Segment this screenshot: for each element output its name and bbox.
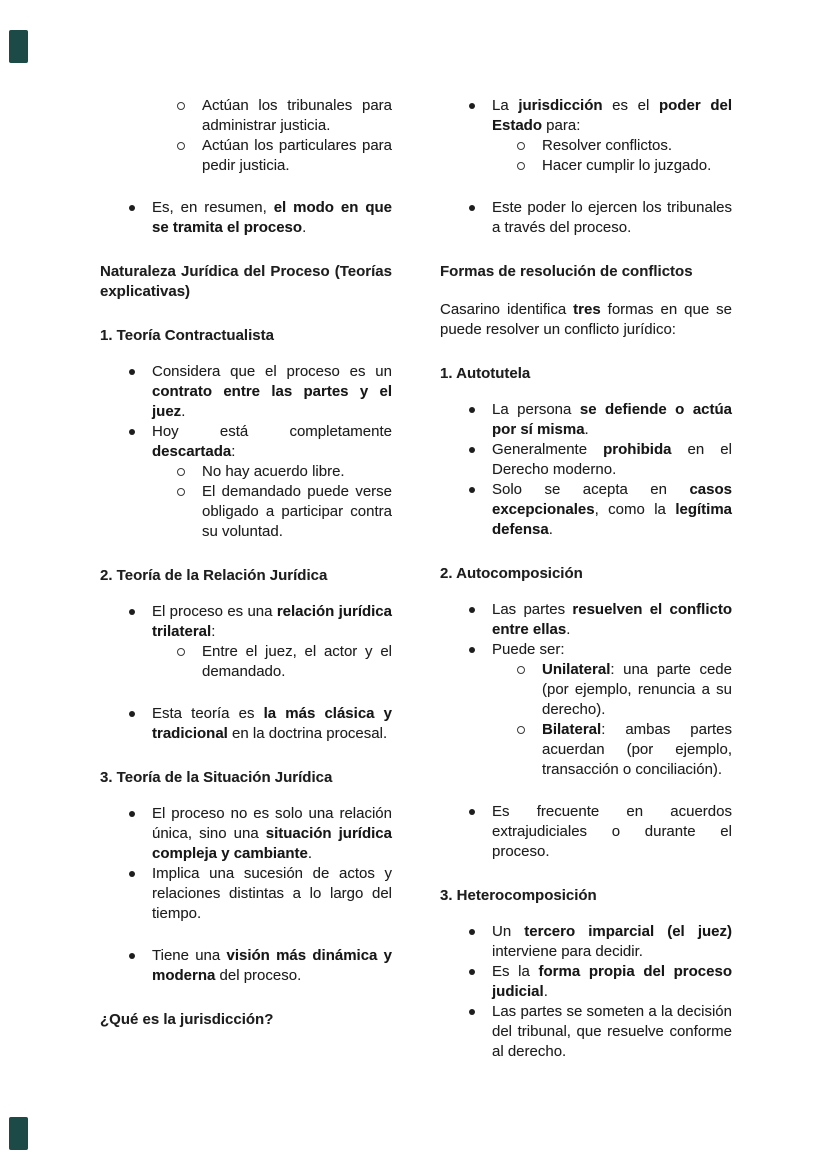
hollow-circle-bullet-icon — [177, 648, 185, 656]
text-run: interviene para decidir. — [492, 943, 643, 960]
text-run: Considera que el proceso es un — [152, 363, 392, 380]
list-item-text — [202, 483, 392, 540]
corner-scan-mark-bottom — [9, 1117, 28, 1150]
bold-text-run: situación jurídica compleja y cambiante — [152, 825, 392, 862]
list-item — [100, 864, 392, 924]
section-heading: 2. Autocomposición — [440, 565, 583, 582]
text-run: para: — [542, 117, 581, 134]
list-item — [440, 440, 732, 480]
text-run: . — [181, 403, 186, 420]
section-heading: 1. Teoría Contractualista — [100, 327, 274, 344]
section-heading: Naturaleza Jurídica del Proceso (Teorías explicativas) — [100, 263, 392, 300]
list-item-text — [202, 137, 392, 174]
section-heading: 3. Heterocomposición — [440, 887, 597, 904]
bullet-list — [100, 602, 392, 744]
list-item — [100, 804, 392, 864]
list-item-text — [152, 423, 392, 460]
text-run: Implica una sucesión de actos y relaciones distintas a lo largo del tiempo. — [152, 865, 392, 922]
text-run: en el Derecho moderno. — [492, 441, 732, 478]
corner-scan-mark-top — [9, 30, 28, 63]
text-run: Actúan los particulares para pedir justicia. — [202, 137, 392, 174]
bold-text-run: forma propia del proceso judicial — [492, 963, 732, 1000]
bold-text-run: Bilateral — [542, 721, 602, 738]
list-item — [100, 136, 392, 176]
text-run: Esta teoría es — [152, 705, 264, 722]
list-item — [440, 720, 732, 780]
list-item — [100, 96, 392, 136]
bold-text-run: Unilateral — [542, 661, 611, 678]
text-run: . — [548, 521, 553, 538]
list-item — [100, 462, 392, 482]
filled-bullet-icon — [129, 429, 135, 435]
bold-text-run: relación jurídica trilateral — [152, 603, 392, 640]
paragraph — [440, 300, 732, 340]
bold-text-run: poder del Estado — [492, 97, 732, 134]
bold-text-run: legítima defensa — [492, 501, 732, 538]
section-heading: Formas de resolución de conflictos — [440, 263, 693, 280]
text-run: Es, en resumen, — [152, 199, 274, 216]
text-run: Actúan los tribunales para administrar justicia. — [202, 97, 392, 134]
text-run: , como la — [594, 501, 676, 518]
list-item-text — [152, 705, 392, 742]
text-run: . — [566, 621, 571, 638]
text-run: El demandado puede verse obligado a participar contra su voluntad. — [202, 483, 392, 540]
text-run: El proceso es una — [152, 603, 277, 620]
list-item — [100, 704, 392, 744]
filled-bullet-icon — [469, 103, 475, 109]
bullet-list — [440, 96, 732, 238]
text-run: El proceso no es solo una relación única, sino una — [152, 805, 392, 842]
section-heading: 1. Autotutela — [440, 365, 531, 382]
list-item — [440, 922, 732, 962]
bullet-list — [100, 362, 392, 542]
list-item — [440, 600, 732, 640]
hollow-circle-bullet-icon — [177, 468, 185, 476]
list-item — [100, 946, 392, 986]
text-column-right — [440, 96, 732, 1062]
section-heading: 2. Teoría de la Relación Jurídica — [100, 567, 328, 584]
list-item — [100, 362, 392, 422]
text-run: Hoy está completamente — [152, 423, 392, 440]
text-run: en la doctrina procesal. — [227, 725, 388, 742]
list-item-text — [202, 643, 392, 680]
text-run: : una parte cede (por ejemplo, renuncia a su derecho). — [542, 661, 732, 718]
bold-text-run: casos excepcionales — [492, 481, 732, 518]
text-run: Solo se acepta en — [492, 481, 690, 498]
text-run: Es frecuente en acuerdos extrajudiciales o durante el proceso. — [492, 803, 732, 860]
bullet-list — [100, 804, 392, 986]
filled-bullet-icon — [469, 809, 475, 815]
text-run: Es la — [492, 963, 539, 980]
text-run: La persona — [492, 401, 580, 418]
bullet-list — [100, 96, 392, 238]
bold-text-run: descartada — [152, 443, 232, 460]
list-item-text — [202, 97, 392, 134]
list-item-text — [492, 1003, 732, 1060]
list-item — [440, 96, 732, 136]
bold-text-run: resuelven el conflicto entre ellas — [492, 601, 732, 638]
filled-bullet-icon — [469, 487, 475, 493]
text-column-left — [100, 96, 392, 1062]
text-run: Un — [492, 923, 525, 940]
filled-bullet-icon — [469, 647, 475, 653]
hollow-circle-bullet-icon — [177, 142, 185, 150]
list-item-text — [542, 137, 672, 154]
list-item — [440, 156, 732, 176]
bold-text-run: se defiende o actúa por sí misma — [492, 401, 732, 438]
list-item — [440, 660, 732, 720]
filled-bullet-icon — [129, 711, 135, 717]
text-run: Resolver conflictos. — [542, 137, 673, 154]
list-item-text — [202, 463, 345, 480]
list-item — [440, 640, 732, 660]
two-column-layout — [100, 96, 732, 1062]
filled-bullet-icon — [129, 871, 135, 877]
list-item-text — [492, 963, 732, 1000]
filled-bullet-icon — [469, 929, 475, 935]
bold-text-run: contrato entre las partes y el juez — [152, 383, 392, 420]
list-item-text — [542, 721, 732, 778]
list-item-text — [492, 199, 732, 236]
list-item-text — [492, 481, 732, 538]
list-item-text — [492, 97, 732, 134]
hollow-circle-bullet-icon — [177, 488, 185, 496]
filled-bullet-icon — [469, 407, 475, 413]
section-heading: 3. Teoría de la Situación Jurídica — [100, 769, 333, 786]
list-item — [100, 482, 392, 542]
list-item — [100, 642, 392, 682]
filled-bullet-icon — [129, 369, 135, 375]
list-item-text — [492, 401, 732, 438]
filled-bullet-icon — [469, 1009, 475, 1015]
text-run: La — [492, 97, 519, 114]
list-item — [440, 962, 732, 1002]
bullet-list — [440, 922, 732, 1062]
text-run: Entre el juez, el actor y el demandado. — [202, 643, 392, 680]
bold-text-run: prohibida — [603, 441, 672, 458]
list-item-text — [492, 803, 732, 860]
hollow-circle-bullet-icon — [177, 102, 185, 110]
list-item-text — [492, 923, 732, 960]
hollow-circle-bullet-icon — [517, 162, 525, 170]
bold-text-run: visión más dinámica y moderna — [152, 947, 392, 984]
list-item-text — [542, 661, 732, 718]
text-run: : — [211, 623, 216, 640]
text-run: No hay acuerdo libre. — [202, 463, 345, 480]
hollow-circle-bullet-icon — [517, 666, 525, 674]
filled-bullet-icon — [469, 447, 475, 453]
list-item — [100, 602, 392, 642]
list-item — [440, 198, 732, 238]
bullet-list — [440, 400, 732, 540]
bold-text-run: tres — [573, 301, 601, 318]
text-run: . — [543, 983, 548, 1000]
list-item — [100, 422, 392, 462]
list-item — [100, 198, 392, 238]
text-run: formas en que se puede resolver un conflicto jurídico: — [440, 301, 732, 338]
list-item-text — [152, 363, 392, 420]
list-item — [440, 136, 732, 156]
list-item — [440, 1002, 732, 1062]
text-run: . — [302, 219, 307, 236]
text-run: Tiene una — [152, 947, 227, 964]
list-item-text — [152, 199, 392, 236]
list-item-text — [152, 805, 392, 862]
list-item-text — [492, 601, 732, 638]
list-item-text — [152, 865, 392, 922]
section-heading: ¿Qué es la jurisdicción? — [100, 1011, 274, 1028]
text-run: del proceso. — [215, 967, 302, 984]
text-run: : ambas partes acuerdan (por ejemplo, transacción o conciliación). — [542, 721, 732, 778]
text-run: Puede ser: — [492, 641, 565, 658]
hollow-circle-bullet-icon — [517, 726, 525, 734]
bold-text-run: tercero imparcial (el juez) — [524, 923, 732, 940]
filled-bullet-icon — [469, 607, 475, 613]
list-item-text — [152, 603, 392, 640]
bold-text-run: jurisdicción — [518, 97, 603, 114]
list-item-text — [492, 441, 732, 478]
filled-bullet-icon — [469, 969, 475, 975]
filled-bullet-icon — [469, 205, 475, 211]
list-item — [440, 802, 732, 862]
text-run: Hacer cumplir lo juzgado. — [542, 157, 712, 174]
list-item-text — [542, 157, 711, 174]
text-run: . — [584, 421, 589, 438]
filled-bullet-icon — [129, 811, 135, 817]
text-run: Generalmente — [492, 441, 604, 458]
filled-bullet-icon — [129, 609, 135, 615]
text-run: Las partes — [492, 601, 573, 618]
text-run: : — [231, 443, 236, 460]
bullet-list — [440, 600, 732, 862]
hollow-circle-bullet-icon — [517, 142, 525, 150]
text-run: . — [307, 845, 313, 862]
text-run: Este poder lo ejercen los tribunales a través del proceso. — [492, 199, 732, 236]
list-item — [440, 480, 732, 540]
filled-bullet-icon — [129, 953, 135, 959]
bold-text-run: el modo en que se tramita el proceso — [152, 199, 392, 236]
bold-text-run: la más clásica y tradicional — [152, 705, 392, 742]
text-run: es el — [602, 97, 659, 114]
text-run: Casarino identifica — [440, 301, 574, 318]
list-item-text — [492, 641, 565, 658]
filled-bullet-icon — [129, 205, 135, 211]
list-item — [440, 400, 732, 440]
text-run: Las partes se someten a la decisión del tribunal, que resuelve conforme al derecho. — [492, 1003, 732, 1060]
list-item-text — [152, 947, 392, 984]
